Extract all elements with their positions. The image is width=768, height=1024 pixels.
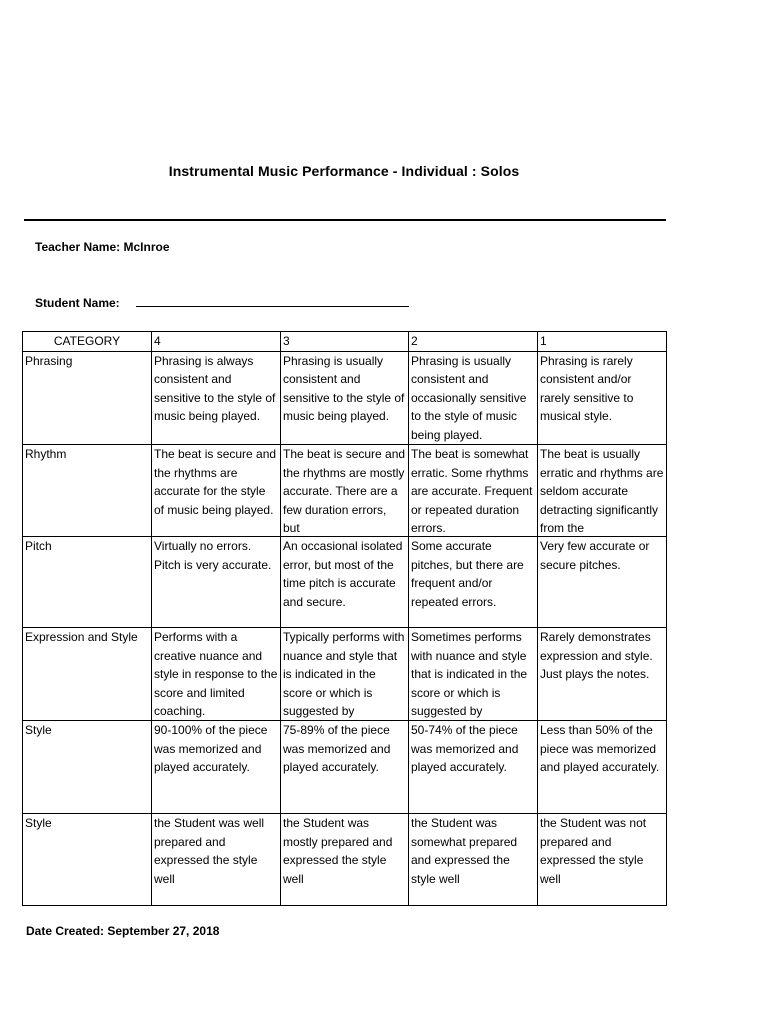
table-cell — [152, 445, 281, 537]
table-cell: the Student was mostly prepared and expressed the style well — [281, 814, 409, 906]
rubric-header-row — [23, 332, 667, 352]
table-cell: Very few accurate or secure pitches. — [538, 537, 667, 628]
cell-text: The beat is somewhat erratic. Some rhythms are accurate. Frequent or repeated duration errors. — [411, 447, 533, 535]
table-cell: 90-100% of the piece was memorized and played accurately. — [152, 721, 281, 814]
row-category: Style — [23, 814, 152, 906]
header-score-3: 3 — [281, 332, 409, 352]
table-cell: Less than 50% of the piece was memorized and played accurately. — [538, 721, 667, 814]
table-cell: Phrasing is usually consistent and occasionally sensitive to the style of music being played. — [409, 351, 538, 445]
rubric-table — [22, 331, 667, 906]
student-name-row — [35, 296, 409, 310]
table-cell: An occasional isolated error, but most of the time pitch is accurate and secure. — [281, 537, 409, 628]
row-category: Style — [23, 721, 152, 814]
header-score-4: 4 — [152, 332, 281, 352]
table-cell: Phrasing is usually consistent and sensitive to the style of music being played. — [281, 351, 409, 445]
table-cell: 50-74% of the piece was memorized and played accurately. — [409, 721, 538, 814]
cell-text: Expression and Style — [25, 630, 138, 644]
student-name-blank — [136, 296, 409, 307]
table-cell — [152, 628, 281, 721]
table-cell — [538, 445, 667, 537]
row-category — [23, 628, 152, 721]
table-row — [23, 537, 667, 628]
page-title: Instrumental Music Performance - Individual : Solos — [168, 163, 520, 179]
table-cell: Phrasing is rarely consistent and/or rarely sensitive to musical style. — [538, 351, 667, 445]
table-row — [23, 445, 667, 537]
cell-text: The beat is usually erratic and rhythms are seldom accurate detracting significantly from the — [540, 447, 664, 535]
student-name-label: Student Name: — [35, 296, 120, 310]
date-created: Date Created: September 27, 2018 — [26, 924, 220, 938]
table-cell: the Student was not prepared and expressed the style well — [538, 814, 667, 906]
cell-text: Performs with a creative nuance and style in response to the score and limited coaching. — [154, 630, 278, 718]
table-cell: Phrasing is always consistent and sensitive to the style of music being played. — [152, 351, 281, 445]
table-cell: 75-89% of the piece was memorized and played accurately. — [281, 721, 409, 814]
cell-text: The beat is secure and the rhythms are accurate for the style of music being played. — [154, 447, 277, 517]
table-row — [23, 628, 667, 721]
table-cell: Virtually no errors. Pitch is very accurate. — [152, 537, 281, 628]
table-row — [23, 351, 667, 445]
table-cell — [409, 445, 538, 537]
table-row — [23, 814, 667, 906]
header-score-1: 1 — [538, 332, 667, 352]
table-row — [23, 721, 667, 814]
row-category: Phrasing — [23, 351, 152, 445]
title-divider — [24, 219, 666, 221]
table-cell — [281, 628, 409, 721]
header-score-2: 2 — [409, 332, 538, 352]
table-cell: Some accurate pitches, but there are frequent and/or repeated errors. — [409, 537, 538, 628]
table-cell — [409, 628, 538, 721]
cell-text: Typically performs with nuance and style that is indicated in the score or which is suggested by — [283, 630, 405, 718]
row-category: Pitch — [23, 537, 152, 628]
cell-text: Sometimes performs with nuance and style that is indicated in the score or which is suggested by — [411, 630, 528, 718]
table-cell — [281, 445, 409, 537]
cell-text: Rarely demonstrates expression and style. Just plays the notes. — [540, 630, 653, 681]
table-cell: the Student was well prepared and expressed the style well — [152, 814, 281, 906]
table-cell: the Student was somewhat prepared and expressed the style well — [409, 814, 538, 906]
table-cell — [538, 628, 667, 721]
row-category — [23, 445, 152, 537]
teacher-name: Teacher Name: McInroe — [35, 240, 170, 254]
cell-text: Rhythm — [25, 447, 67, 461]
cell-text: The beat is secure and the rhythms are mostly accurate. There are a few duration errors, but — [283, 447, 406, 535]
header-category: CATEGORY — [23, 332, 152, 352]
